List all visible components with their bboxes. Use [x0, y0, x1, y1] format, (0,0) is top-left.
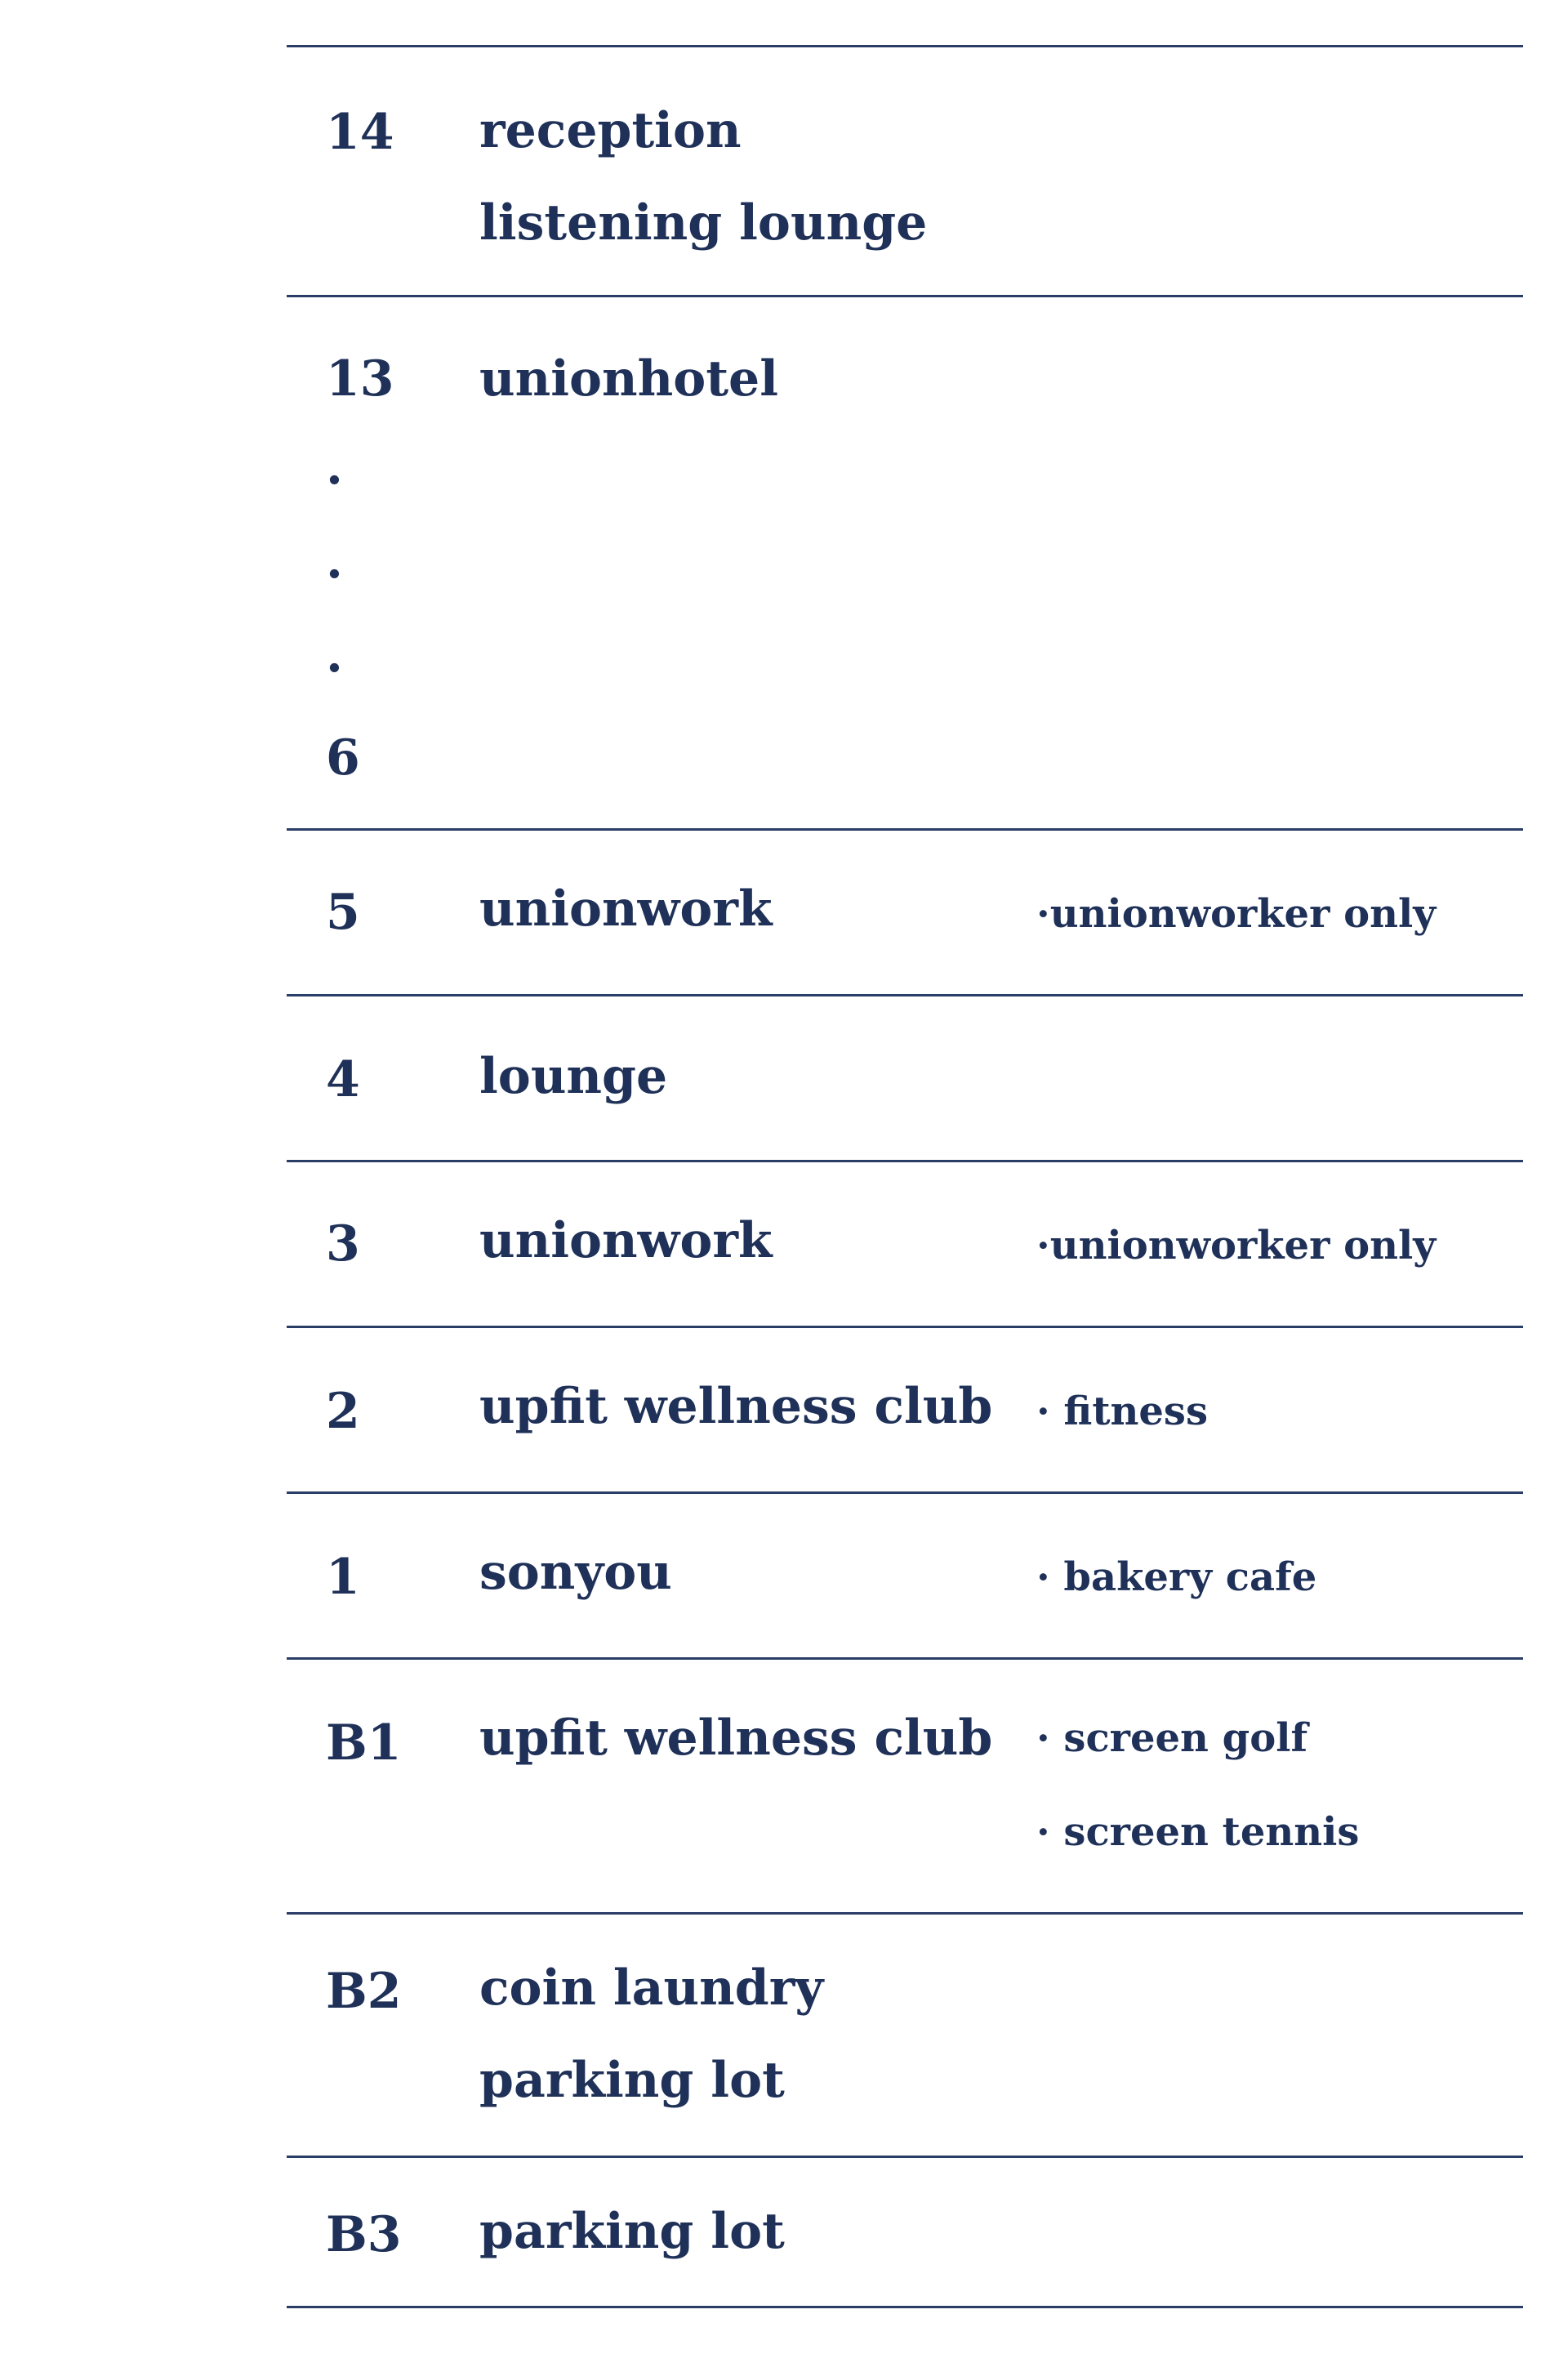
venue-name: reception	[479, 102, 742, 159]
venue-name: unionhotel	[479, 350, 779, 408]
note-list	[1036, 1328, 1518, 1491]
venue-list	[479, 831, 1051, 994]
note-text: · screen golf	[1036, 1715, 1308, 1761]
floor-row	[287, 2158, 1523, 2308]
venue-name: unionwork	[479, 881, 773, 938]
note-list	[1036, 831, 1518, 994]
floor-number: 2	[326, 1383, 360, 1440]
floor-row	[287, 996, 1523, 1162]
floor-number: 13	[326, 350, 394, 408]
note-text: ·unionworker only	[1036, 1223, 1437, 1268]
floor-label	[326, 1494, 465, 1657]
floor-label	[326, 47, 465, 295]
floor-row	[287, 1162, 1523, 1328]
note-text: · bakery cafe	[1036, 1554, 1317, 1600]
floor-row	[287, 1328, 1523, 1494]
floor-label	[326, 1660, 465, 1912]
venue-name: coin laundry	[479, 1959, 824, 2017]
venue-list	[479, 1660, 1051, 1912]
floor-row	[287, 1494, 1523, 1660]
venue-list	[479, 1494, 1051, 1657]
venue-list	[479, 1328, 1051, 1491]
floor-number: B2	[326, 1963, 402, 2020]
floor-row	[287, 47, 1523, 297]
note-list	[1036, 1660, 1518, 1912]
venue-name: lounge	[479, 1048, 668, 1105]
venue-list	[479, 996, 1051, 1160]
venue-list	[479, 2158, 1051, 2306]
floor-row	[287, 1915, 1523, 2158]
floor-number: B3	[326, 2206, 402, 2263]
floor-range-dot: .	[326, 626, 343, 684]
note-list	[1036, 1162, 1518, 1326]
floor-label	[326, 2158, 465, 2306]
floor-label	[326, 297, 465, 828]
venue-name: sonyou	[479, 1544, 672, 1601]
floor-number-end: 6	[326, 729, 360, 787]
floor-number: 4	[326, 1051, 360, 1108]
floor-number: B1	[326, 1714, 402, 1772]
floor-number: 14	[326, 104, 394, 161]
note-text: · fitness	[1036, 1389, 1208, 1434]
venue-name: parking lot	[479, 2203, 785, 2260]
venue-list	[479, 1162, 1051, 1326]
floor-number: 1	[326, 1549, 360, 1606]
floor-number: 5	[326, 884, 360, 941]
venue-name: listening lounge	[479, 194, 928, 252]
floor-label	[326, 1915, 465, 2156]
venue-list	[479, 297, 1051, 828]
floor-label	[326, 831, 465, 994]
floor-row	[287, 831, 1523, 996]
note-list	[1036, 1494, 1518, 1657]
floor-label	[326, 1328, 465, 1491]
floor-row	[287, 1660, 1523, 1915]
venue-list	[479, 1915, 1051, 2156]
venue-list	[479, 47, 1051, 295]
floor-label	[326, 996, 465, 1160]
floor-directory	[287, 45, 1523, 2308]
venue-name: upfit wellness club	[479, 1378, 993, 1435]
floor-range-dot: .	[326, 533, 343, 590]
note-text: ·unionworker only	[1036, 891, 1437, 937]
venue-name: upfit wellness club	[479, 1710, 993, 1767]
note-text: · screen tennis	[1036, 1809, 1360, 1855]
venue-name: unionwork	[479, 1212, 773, 1269]
floor-range-dot: .	[326, 439, 343, 496]
floor-label	[326, 1162, 465, 1326]
venue-name: parking lot	[479, 2052, 785, 2109]
floor-row	[287, 297, 1523, 831]
floor-number: 3	[326, 1215, 360, 1273]
